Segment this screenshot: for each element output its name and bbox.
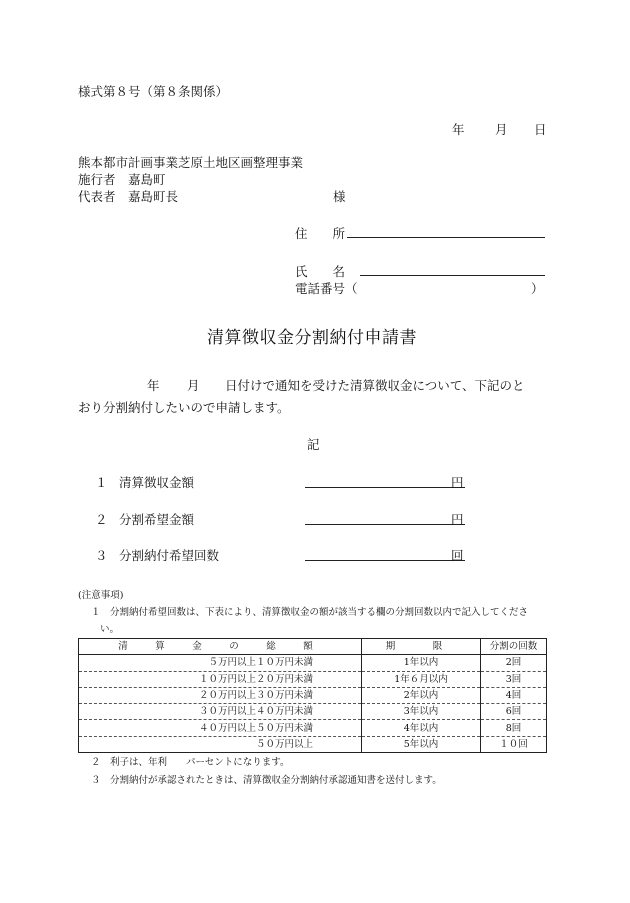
note-2: ２ 利子は、年利 パーセントになります。 xyxy=(91,757,290,768)
table-row xyxy=(79,704,547,720)
table-row xyxy=(79,671,547,687)
item-number: ３ xyxy=(95,548,108,563)
item-number: ２ xyxy=(95,512,108,527)
table-header: 清 算 金 の 総 額 xyxy=(79,639,362,655)
notes-heading: (注意事項) xyxy=(78,590,124,601)
address-label: 住 所 xyxy=(295,226,346,241)
table-cell: １０回 xyxy=(481,736,547,752)
table-cell: １０万円以上２０万円未満 xyxy=(79,671,362,687)
table-cell: ４０万円以上５０万円未満 xyxy=(79,720,362,736)
table-cell: ２０万円以上３０万円未満 xyxy=(79,687,362,703)
table-cell: 4年以内 xyxy=(362,720,481,736)
table-row xyxy=(79,655,547,671)
item-unit: 円 xyxy=(451,512,464,527)
item-unit: 回 xyxy=(451,548,464,563)
date-month-label: 月 xyxy=(495,122,508,137)
item-amount-line[interactable] xyxy=(305,524,465,525)
item-amount-line[interactable] xyxy=(305,487,465,488)
table-header-row xyxy=(79,639,547,655)
table-header: 分割の回数 xyxy=(481,639,547,655)
phone-label: 電話番号（ xyxy=(295,281,358,296)
name-line[interactable] xyxy=(360,275,545,276)
table-cell: 8回 xyxy=(481,720,547,736)
table-cell: ５万円以上１０万円未満 xyxy=(79,655,362,671)
note-3: ３ 分割納付が承認されたときは、清算徴収金分割納付承認通知書を送付します。 xyxy=(91,775,442,786)
date-year-label: 年 xyxy=(452,122,465,137)
addressee-executor: 施行者 嘉島町 xyxy=(78,172,166,187)
body-text-line2: おり分割納付したいので申請します。 xyxy=(78,400,290,415)
name-label: 氏 名 xyxy=(295,264,346,279)
table-cell: ５０万円以上 xyxy=(79,736,362,752)
table-cell: 5年以内 xyxy=(362,736,481,752)
item-label: 分割納付希望回数 xyxy=(119,548,220,563)
addressee-honorific: 様 xyxy=(333,189,346,204)
item-unit: 円 xyxy=(451,475,464,490)
item-label: 清算徴収金額 xyxy=(119,475,195,490)
body-text-line1: 日付けで通知を受けた清算徴収金について、下記のと xyxy=(225,378,525,393)
table-cell: 4回 xyxy=(481,687,547,703)
address-line[interactable] xyxy=(347,237,545,238)
table-cell: 2回 xyxy=(481,655,547,671)
form-number: 様式第８号（第８条関係） xyxy=(78,84,229,99)
installment-table xyxy=(78,638,547,753)
phone-close: ） xyxy=(531,281,544,296)
table-cell: 3回 xyxy=(481,671,547,687)
table-header: 期 限 xyxy=(362,639,481,655)
item-amount-line[interactable] xyxy=(305,560,465,561)
body-year: 年 xyxy=(147,378,160,393)
body-month: 月 xyxy=(187,378,200,393)
addressee-project: 熊本都市計画事業芝原土地区画整理事業 xyxy=(78,155,304,170)
table-cell: 3年以内 xyxy=(362,704,481,720)
table-cell: 1年６月以内 xyxy=(362,671,481,687)
date-day-label: 日 xyxy=(534,122,547,137)
ki-heading: 記 xyxy=(307,437,320,452)
table-cell: 1年以内 xyxy=(362,655,481,671)
table-cell: ３０万円以上４０万円未満 xyxy=(79,704,362,720)
note-1-cont: い。 xyxy=(100,624,120,635)
table-cell: 2年以内 xyxy=(362,687,481,703)
table-row xyxy=(79,687,547,703)
table-row xyxy=(79,720,547,736)
addressee-representative: 代表者 嘉島町長 xyxy=(78,189,179,204)
table-cell: 6回 xyxy=(481,704,547,720)
note-1: １ 分割納付希望回数は、下表により、清算徴収金の額が該当する欄の分割回数以内で記入してくださ xyxy=(91,607,529,618)
document-title: 清算徴収金分割納付申請書 xyxy=(207,328,417,348)
item-label: 分割希望金額 xyxy=(119,512,195,527)
item-number: １ xyxy=(95,475,108,490)
table-row xyxy=(79,736,547,752)
